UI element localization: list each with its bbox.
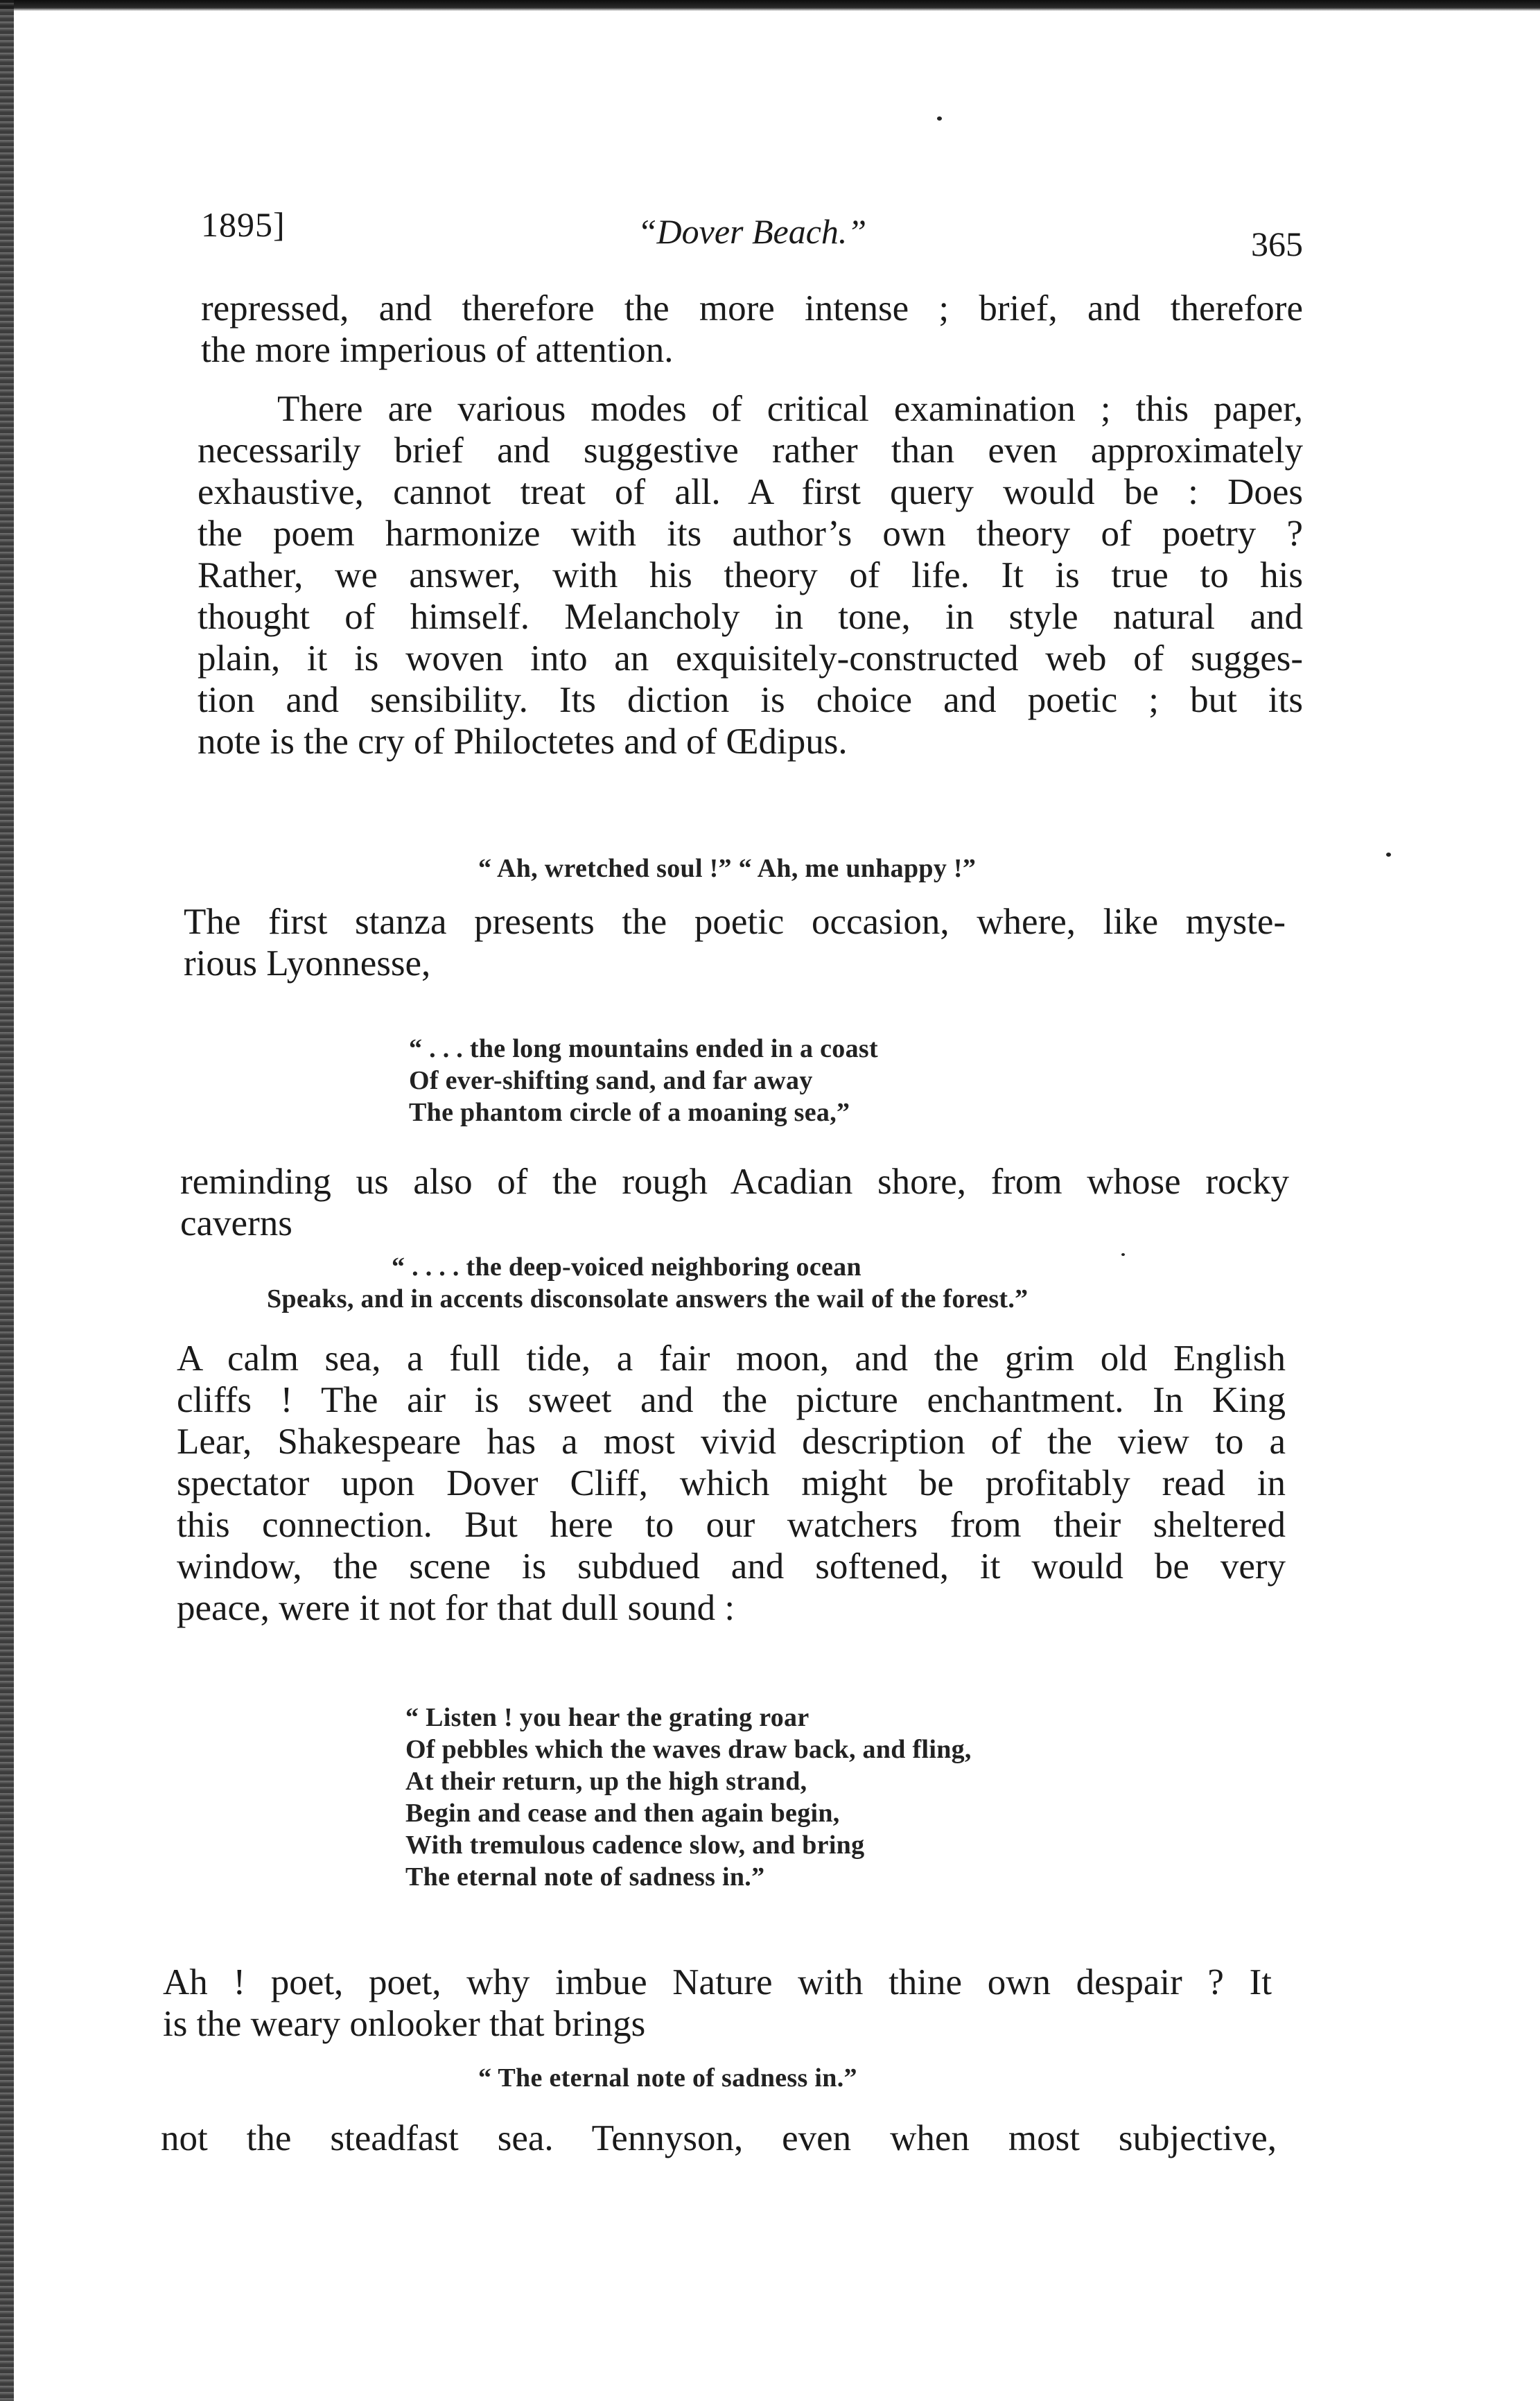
text-line: not the steadfast sea. Tennyson, even when most subjective, [161,2118,1277,2158]
text-line: note is the cry of Philoctetes and of Œdipus. [198,722,848,762]
text-line: Lear, Shakespeare has a most vivid description of the view to a [177,1422,1286,1462]
quote-line: “ The eternal note of sadness in.” [478,2063,857,2093]
quote-line: Speaks, and in accents disconsolate answers the wail of the forest.” [267,1284,1029,1313]
text-line: A calm sea, a full tide, a fair moon, and the grim old English [177,1338,1286,1379]
paragraph-2 [198,388,1303,762]
print-speck [937,116,942,121]
quotation-4 [405,1702,972,1893]
text-line: exhaustive, cannot treat of all. A first query would be : Does [198,472,1303,512]
quote-line: Of pebbles which the waves draw back, and fling, [405,1735,972,1764]
quote-line: The phantom circle of a moaning sea,” [409,1098,850,1127]
paragraph-3 [184,901,1286,984]
quote-line: “ Listen ! you hear the grating roar [405,1703,810,1732]
text-line: There are various modes of critical examination ; this paper, [277,389,1303,429]
text-line: Ah ! poet, poet, why imbue Nature with thine own despair ? It [163,1962,1272,2002]
quote-line: The eternal note of sadness in.” [405,1862,765,1892]
text-line: repressed, and therefore the more intense ; brief, and therefore [201,288,1303,329]
text-line: plain, it is woven into an exquisitely-constructed web of sugges- [198,638,1303,679]
quote-line: With tremulous cadence slow, and bring [405,1831,865,1860]
header-year: 1895] [201,205,286,244]
quotation-1 [478,853,976,884]
paragraph-7 [161,2118,1277,2159]
paragraph-5 [177,1338,1286,1629]
page-left-edge [0,0,14,2401]
text-line: is the weary onlooker that brings [163,2004,646,2044]
running-header [201,204,1303,274]
page-number: 365 [1251,225,1303,263]
text-line: The first stanza presents the poetic occasion, where, like myste- [184,902,1286,942]
text-line: this connection. But here to our watchers from their sheltered [177,1505,1286,1545]
print-speck [1121,1253,1125,1256]
text-line: spectator upon Dover Cliff, which might be profitably read in [177,1463,1286,1503]
text-line: window, the scene is subdued and softened, it would be very [177,1546,1286,1587]
quote-line: “ . . . . the deep-voiced neighboring ocean [392,1252,861,1282]
text-line: caverns [180,1203,292,1243]
text-line: Rather, we answer, with his theory of life. It is true to his [198,555,1303,595]
print-speck [1386,853,1391,857]
paragraph-4 [180,1161,1289,1244]
quotation-5 [478,2062,857,2094]
quote-line: Of ever-shifting sand, and far away [409,1066,813,1095]
text-line: cliffs ! The air is sweet and the picture enchantment. In King [177,1380,1286,1420]
text-line: the more imperious of attention. [201,330,674,370]
text-line: the poem harmonize with its author’s own theory of poetry ? [198,514,1303,554]
text-line: tion and sensibility. Its diction is choice and poetic ; but its [198,680,1303,720]
paragraph-6 [163,1962,1272,2045]
quotation-2 [409,1033,878,1128]
quote-line: Begin and cease and then again begin, [405,1799,840,1828]
quote-line: “ Ah, wretched soul !” “ Ah, me unhappy !” [478,854,977,883]
paragraph-1 [201,288,1303,371]
quote-line: “ . . . the long mountains ended in a coast [409,1034,878,1063]
quotation-3 [267,1251,1028,1315]
text-line: necessarily brief and suggestive rather than even approximately [198,430,1303,471]
text-line: reminding us also of the rough Acadian shore, from whose rocky [180,1162,1289,1202]
text-line: rious Lyonnesse, [184,943,431,984]
page-top-edge [0,0,1540,11]
quote-line: At their return, up the high strand, [405,1767,807,1796]
text-line: thought of himself. Melancholy in tone, in style natural and [198,597,1303,637]
text-line: peace, were it not for that dull sound : [177,1588,735,1628]
header-title: “Dover Beach.” [637,212,867,251]
